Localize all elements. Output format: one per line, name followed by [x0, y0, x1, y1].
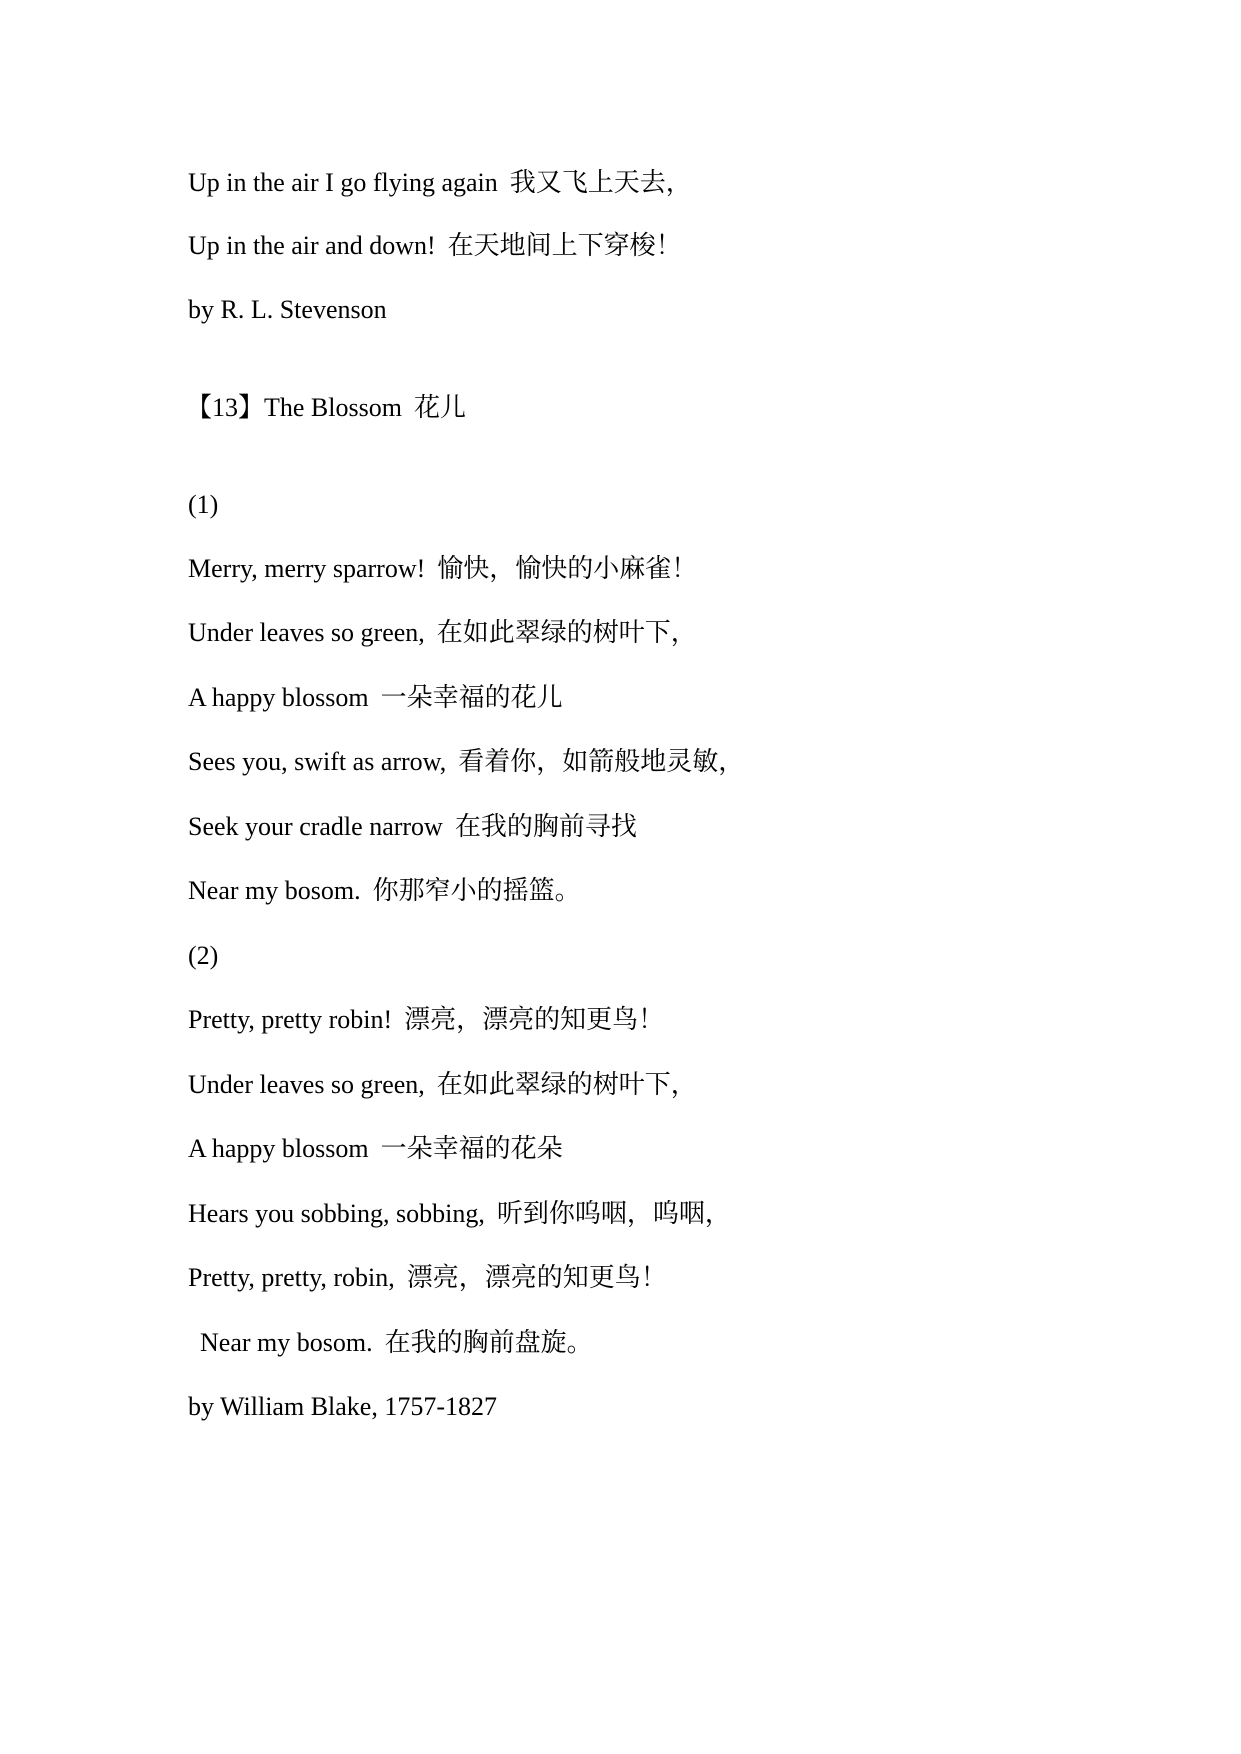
- line-chinese: 在如此翠绿的树叶下，: [436, 1070, 697, 1099]
- heading-english: 【13】The Blossom: [186, 393, 402, 422]
- line-chinese: 漂亮，漂亮的知更鸟！: [406, 1263, 667, 1292]
- stanza-label: (1): [188, 490, 219, 519]
- line-chinese: 你那窄小的摇篮。: [372, 876, 581, 905]
- poem-line: [188, 554, 697, 584]
- poem-line: [188, 1005, 664, 1035]
- line-chinese: 在我的胸前寻找: [454, 812, 637, 841]
- line-chinese: 愉快，愉快的小麻雀！: [437, 554, 698, 583]
- poem-byline: by R. L. Stevenson: [188, 295, 387, 324]
- poem-line: [188, 812, 637, 842]
- line-chinese: 一朵幸福的花儿: [380, 683, 563, 712]
- line-chinese: 我又飞上天去，: [509, 168, 692, 197]
- poem-line: [188, 683, 563, 713]
- line-english: Up in the air and down!: [188, 231, 436, 260]
- line-english: Near my bosom.: [200, 1328, 373, 1357]
- line-english: Pretty, pretty, robin,: [188, 1263, 395, 1292]
- poem-line: [188, 168, 692, 198]
- poem-line: [188, 1263, 667, 1293]
- poem-line: [188, 876, 581, 906]
- line-chinese: 在天地间上下穿梭！: [447, 231, 682, 260]
- poem-heading: [186, 393, 466, 423]
- stanza-label: (2): [188, 941, 219, 970]
- poem-line: [188, 231, 682, 261]
- poem-line: [188, 1134, 563, 1164]
- line-english: Merry, merry sparrow!: [188, 554, 426, 583]
- heading-chinese: 花儿: [413, 393, 466, 422]
- line-chinese: 看着你，如箭般地灵敏，: [458, 747, 745, 776]
- poem-line: [188, 747, 744, 777]
- line-english: A happy blossom: [188, 683, 369, 712]
- line-chinese: 听到你呜咽，呜咽，: [496, 1199, 731, 1228]
- line-english: Sees you, swift as arrow,: [188, 747, 447, 776]
- line-chinese: 在我的胸前盘旋。: [384, 1328, 593, 1357]
- line-chinese: 一朵幸福的花朵: [380, 1134, 563, 1163]
- line-english: Up in the air I go flying again: [188, 168, 498, 197]
- poem-line: [188, 1199, 731, 1229]
- line-english: Under leaves so green,: [188, 618, 425, 647]
- line-chinese: 漂亮，漂亮的知更鸟！: [404, 1005, 665, 1034]
- line-english: Seek your cradle narrow: [188, 812, 443, 841]
- poem-line: [200, 1328, 593, 1358]
- line-chinese: 在如此翠绿的树叶下，: [436, 618, 697, 647]
- line-english: Under leaves so green,: [188, 1070, 425, 1099]
- line-english: Hears you sobbing, sobbing,: [188, 1199, 485, 1228]
- poem-byline: by William Blake, 1757-1827: [188, 1392, 497, 1421]
- line-english: Pretty, pretty robin!: [188, 1005, 393, 1034]
- line-english: Near my bosom.: [188, 876, 361, 905]
- line-english: A happy blossom: [188, 1134, 369, 1163]
- poem-line: [188, 1070, 697, 1100]
- poem-line: [188, 618, 697, 648]
